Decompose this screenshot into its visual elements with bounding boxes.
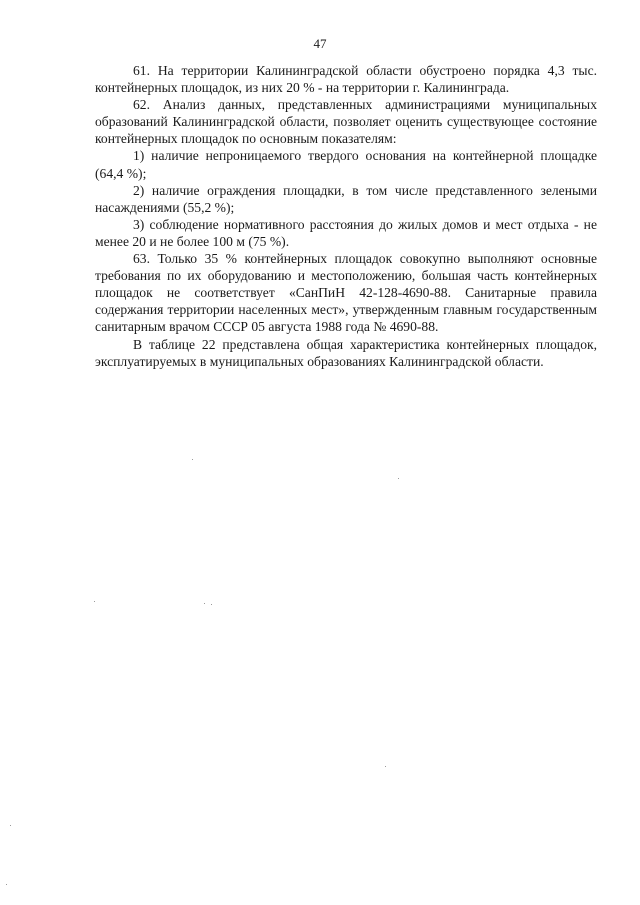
body-text: [95, 62, 597, 370]
paragraph-table-22: В таблице 22 представлена общая характеристика контейнерных площадок, эксплуатируемых в муниципальных образованиях Калининградской области.: [95, 336, 597, 369]
list-item-2: 2) наличие ограждения площадки, в том числе представленного зелеными насаждениями (55,2 %);: [95, 182, 597, 215]
scan-speck: [385, 766, 386, 767]
scan-speck: [192, 459, 193, 460]
paragraph-62: 62. Анализ данных, представленных администрациями муниципальных образований Калининградской области, позволяет оценить существующее состояние контейнерных площадок по основным показателям:: [95, 97, 597, 147]
scan-speck: [204, 603, 205, 604]
paragraph-61: 61. На территории Калининградской области обустроено порядка 4,3 тыс. контейнерных площадок, из них 20 % - на территории г. Калининграда.: [95, 63, 597, 96]
page-number: 47: [313, 36, 327, 51]
scan-speck: [6, 884, 7, 885]
scan-speck: [10, 825, 11, 826]
scan-speck: [398, 478, 399, 479]
paragraph-63: 63. Только 35 % контейнерных площадок совокупно выполняют основные требования по их оборудованию и местоположению, большая часть контейнерных площадок не соответствует «СанПиН 42-128-4690-88. Санитарные правила содержания территории населенных мест», утвержденным главным государственным санитарным врачом СССР 05 августа 1988 года № 4690-88.: [95, 251, 597, 335]
scan-speck: [211, 604, 212, 605]
list-item-1: 1) наличие непроницаемого твердого основания на контейнерной площадке (64,4 %);: [95, 148, 597, 181]
scan-speck: [94, 601, 95, 602]
list-item-3: 3) соблюдение нормативного расстояния до жилых домов и мест отдыха - не менее 20 и не более 100 м (75 %).: [95, 216, 597, 249]
